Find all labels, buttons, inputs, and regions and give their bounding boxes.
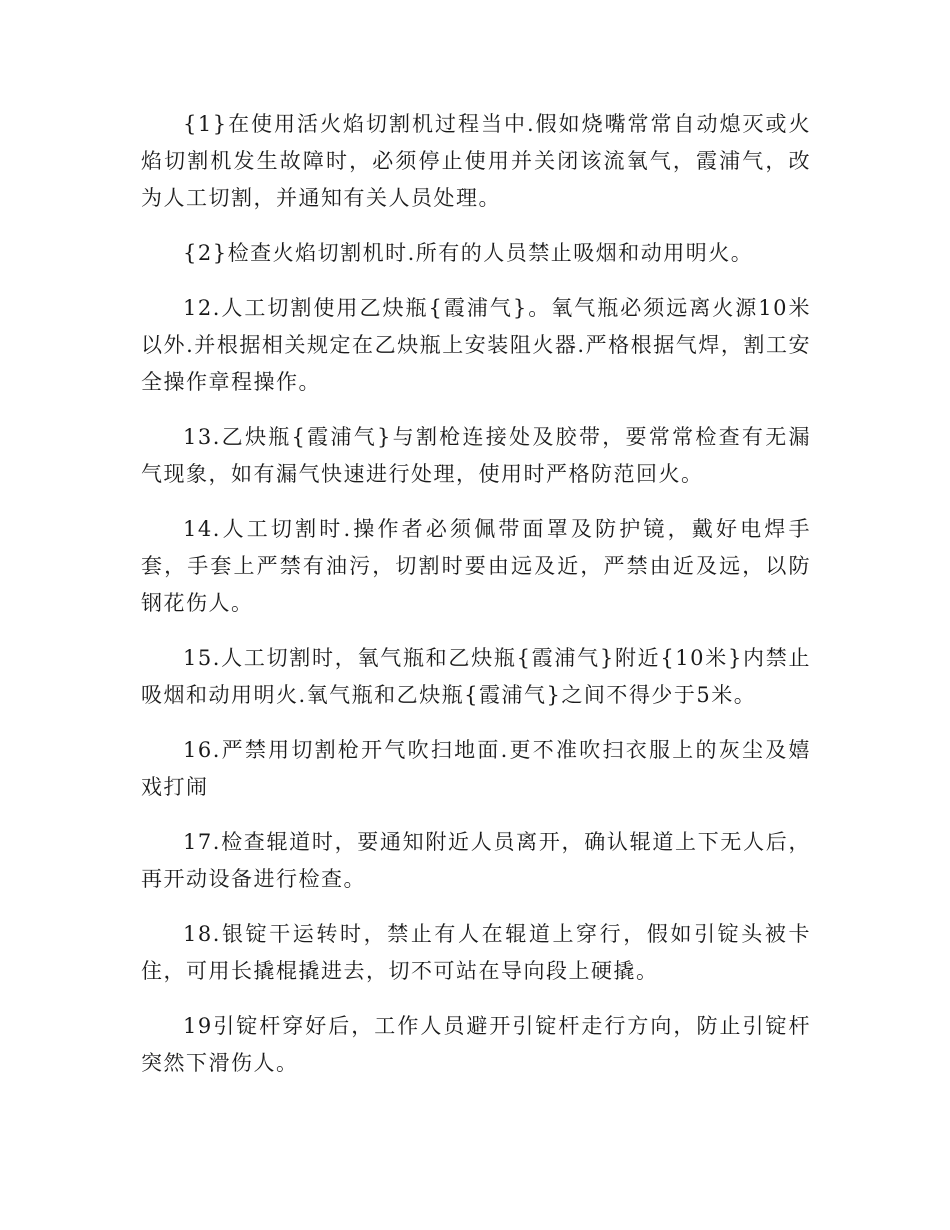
paragraph-19: 19引锭杆穿好后，工作人员避开引锭杆走行方向，防止引锭杆突然下滑伤人。 [141, 1014, 811, 1075]
paragraph-1-2: {2}检查火焰切割机时.所有的人员禁止吸烟和动用明火。 [183, 241, 754, 265]
paragraph-14: 14.人工切割时.操作者必须佩带面罩及防护镜，戴好电焊手套，手套上严禁有油污，切割时要由远及近，严禁由近及远，以防钢花伤人。 [141, 517, 811, 615]
paragraph-17: 17.检查辊道时，要通知附近人员离开，确认辊道上下无人后，再开动设备进行检查。 [141, 830, 811, 891]
paragraph-12: 12.人工切割使用乙炔瓶{霞浦气}。氧气瓶必须远离火源10米以外.并根据相关规定在乙炔瓶上安装阻火器.严格根据气焊，割工安全操作章程操作。 [141, 296, 811, 394]
paragraph-16: 16.严禁用切割枪开气吹扫地面.更不准吹扫衣服上的灰尘及嬉戏打闹 [141, 738, 811, 799]
paragraph-13: 13.乙炔瓶{霞浦气}与割枪连接处及胶带，要常常检查有无漏气现象，如有漏气快速进行处理，使用时严格防范回火。 [141, 425, 811, 486]
paragraph-1-1: {1}在使用活火焰切割机过程当中.假如烧嘴常常自动熄灭或火焰切割机发生故障时，必须停止使用并关闭该流氧气，霞浦气，改为人工切割，并通知有关人员处理。 [141, 112, 811, 210]
paragraph-18: 18.银锭干运转时，禁止有人在辊道上穿行，假如引锭头被卡住，可用长撬棍撬进去，切不可站在导向段上硬撬。 [141, 922, 811, 983]
paragraph-15: 15.人工切割时，氧气瓶和乙炔瓶{霞浦气}附近{10米}内禁止吸烟和动用明火.氧气瓶和乙炔瓶{霞浦气}之间不得少于5米。 [141, 646, 811, 707]
document-body [141, 106, 811, 1100]
